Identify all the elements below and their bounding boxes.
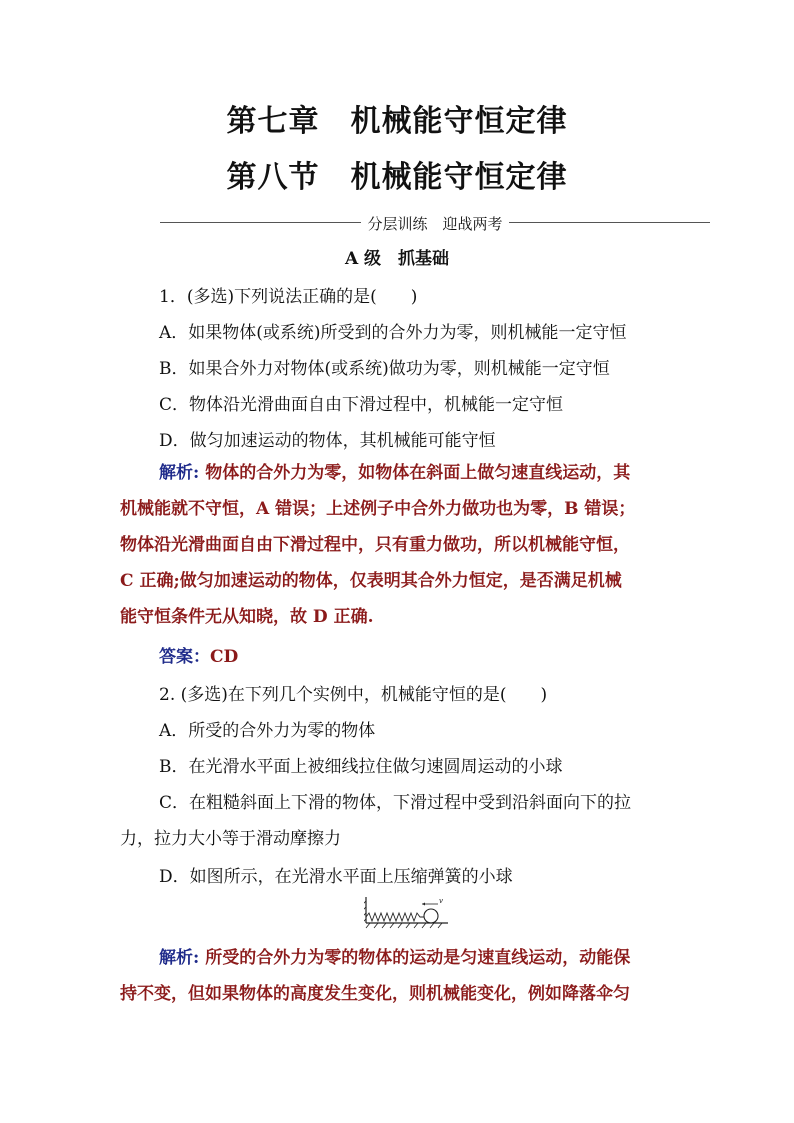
q1-analysis-line: 物体沿光滑曲面自由下滑过程中，只有重力做功，所以机械能守恒， [120,535,630,555]
q2-option-d: D．如图所示，在光滑水平面上压缩弹簧的小球 [159,867,513,887]
q1-answer [159,642,238,667]
q1-analysis-line: 机械能就不守恒，A 错误；上述例子中合外力做功也为零，B 错误； [120,499,636,519]
q1-analysis-line: 物体的合外力为零，如物体在斜面上做匀速直线运动，其 [199,463,631,483]
q1-option-c: C．物体沿光滑曲面自由下滑过程中，机械能一定守恒 [159,395,564,415]
ball [424,909,438,923]
q2-analysis [120,940,680,1012]
velocity-arrowhead [422,903,425,906]
q1-analysis-line: 能守恒条件无从知晓，故 D 正确. [120,607,374,627]
q1-option-b: B．如果合外力对物体(或系统)做功为零，则机械能一定守恒 [159,359,610,379]
q1-option-d: D．做匀加速运动的物体，其机械能可能守恒 [159,431,496,451]
q1-stem: 1．(多选)下列说法正确的是( ) [159,287,418,307]
q2-stem: 2. (多选)在下列几个实例中，机械能守恒的是( ) [159,685,548,705]
section-title: 第八节 机械能守恒定律 [226,160,568,195]
q2-analysis-label: 解析: [159,948,200,968]
q1-analysis [120,455,680,635]
q1-answer-value: CD [210,647,239,667]
spring-ball-figure [364,895,450,931]
section-banner [160,211,710,233]
velocity-label: v [439,897,443,905]
banner-text: 分层训练 迎战两考 [361,215,508,233]
q2-option-a: A．所受的合外力为零的物体 [159,721,376,741]
q2-option-b: B．在光滑水平面上被细线拉住做匀速圆周运动的小球 [159,757,563,777]
q1-analysis-label: 解析: [159,463,200,483]
q1-answer-label: 答案： [159,647,210,667]
q2-option-c-cont: 力，拉力大小等于滑动摩擦力 [120,829,341,849]
chapter-title: 第七章 机械能守恒定律 [226,104,568,139]
q2-option-c: C．在粗糙斜面上下滑的物体，下滑过程中受到沿斜面向下的拉 [159,793,632,813]
q2-analysis-line: 持不变，但如果物体的高度发生变化，则机械能变化，例如降落伞匀 [120,984,630,1004]
floor-hatch [366,923,442,928]
q1-analysis-line: C 正确;做匀加速运动的物体，仅表明其合外力恒定，是否满足机械 [120,571,622,591]
q2-analysis-line: 所受的合外力为零的物体的运动是匀速直线运动，动能保 [199,948,631,968]
q1-option-a: A．如果物体(或系统)所受到的合外力为零，则机械能一定守恒 [159,323,627,343]
level-heading: A 级 抓基础 [344,249,450,269]
spring [366,913,424,921]
